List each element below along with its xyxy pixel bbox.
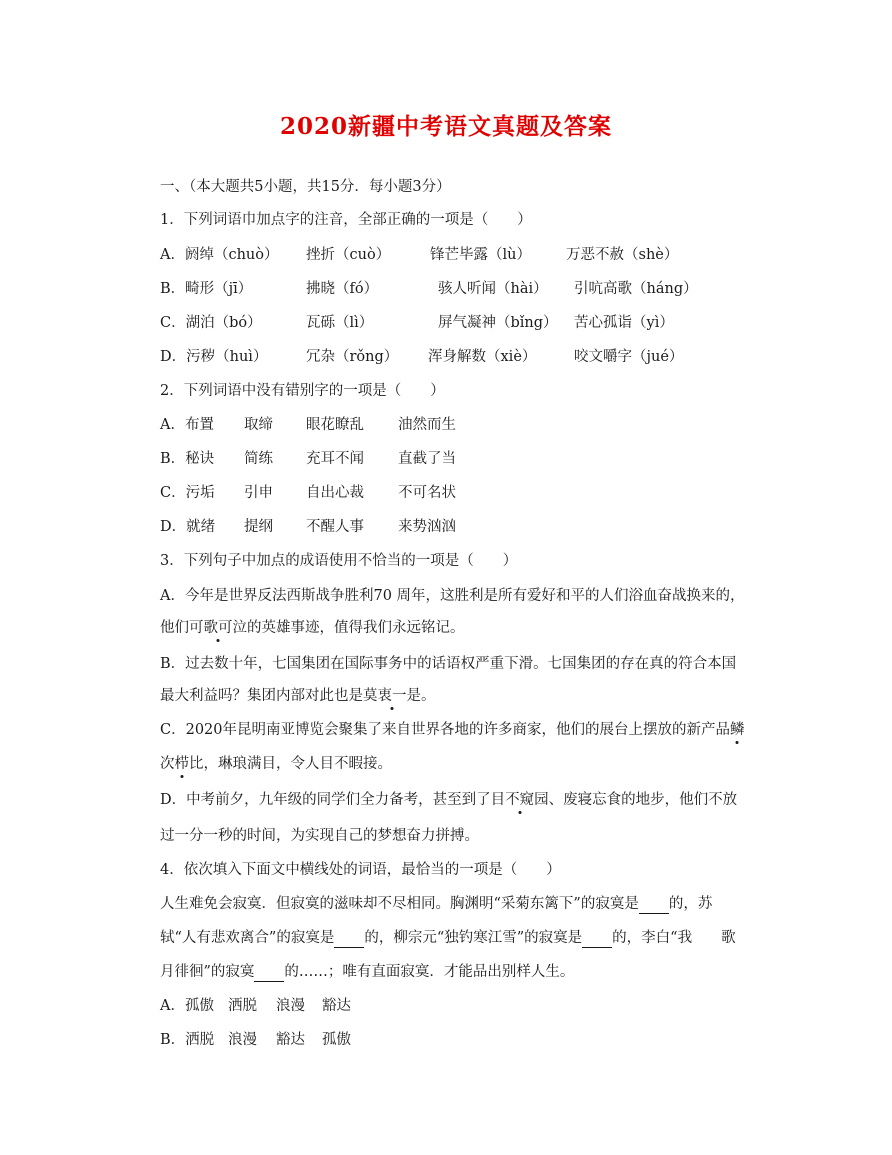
q3-stem: 3．下列句子中加点的成语使用不恰当的一项是（ ）: [160, 553, 518, 569]
q2-b-3: 充耳不闻: [306, 451, 364, 467]
q2-b-1: B．秘诀: [160, 451, 215, 467]
q1-stem: 1．下列词语巾加点字的注音，全部正确的一项是（ ）: [160, 212, 532, 228]
q3-b-post: 。: [421, 688, 436, 704]
q3-d-post: 、废寝忘食的地步，他们不放: [548, 792, 738, 808]
q3-a-post: 的英雄事迹，值得我们永远铭记。: [247, 620, 465, 636]
q3-d-idiom: 目不窥园: [490, 792, 549, 808]
q3-a-line2: [160, 619, 465, 637]
q2-c-2: 引申: [244, 485, 273, 501]
q4-p2-a: 轼“人有悲欢离合”的寂寞是: [160, 930, 335, 946]
q1-c-2: 瓦砾（lì）: [306, 315, 374, 331]
q3-c-post: ，琳琅满目，令人目不暇接。: [203, 756, 392, 772]
q1-b-2: 拂晓（fó）: [306, 281, 379, 297]
q4-a-3: 浪漫: [276, 998, 305, 1014]
q3-b-idiom: 莫衷一是: [363, 688, 421, 704]
q1-a-4: 万恶不赦（shè）: [566, 247, 679, 263]
q1-a-1: A．阏绰（chuò）: [160, 247, 279, 263]
q4-p1-a: 人生难免会寂寞．但寂寞的滋味却不尽相同。胸渊明“采菊东篱下”的寂寞是: [160, 896, 639, 912]
q4-passage-line2: [160, 929, 736, 948]
q2-d-3: 不醒人事: [306, 519, 364, 535]
q1-d-2: 冗杂（rǒng）: [306, 349, 399, 365]
q2-stem: 2．下列词语中没有错别字的一项是（ ）: [160, 383, 445, 399]
q1-c-1: C．湖泊（bó）: [160, 315, 262, 331]
q3-c-line2: [160, 755, 392, 773]
q1-d-1: D．污秽（huì）: [160, 349, 268, 365]
section-heading: 一、（本大题共5小题，共15分．每小题3分）: [160, 179, 451, 195]
q1-b-1: B．畸形（jī）: [160, 281, 253, 297]
q3-d-line2: 过一分一秒的时间，为实现自己的梦想奋力拼搏。: [160, 828, 479, 844]
q1-a-3: 锋芒毕露（lù）: [430, 247, 531, 263]
q4-blank-2: [334, 929, 364, 948]
q3-c-pre: C．2020年昆明南亚博览会聚集了来自世界各地的许多商家，他们的展台上摆放的新产品: [160, 722, 730, 738]
q2-c-3: 自出心裁: [306, 485, 364, 501]
q1-d-3: 浑身解数（xiè）: [428, 349, 537, 365]
page-title: 2020新疆中考语文真题及答案: [279, 113, 612, 140]
q3-b-line1: B．过去数十年，七国集团在国际事务中的话语权严重下滑。七国集团的存在真的符合本国: [160, 656, 737, 672]
q3-a-idiom: 可歌可泣: [189, 620, 247, 636]
q4-p2-c: 的，李白“我 歌: [612, 930, 736, 946]
q4-passage-line3: [160, 963, 574, 982]
q2-b-4: 直截了当: [398, 451, 456, 467]
q4-blank-1: [639, 895, 669, 914]
q1-c-3: 屏气凝神（bǐng）: [438, 315, 558, 331]
q1-b-4: 引吭高歌（háng）: [574, 281, 698, 297]
q3-c-idiom-start: 鳞: [730, 722, 745, 738]
q3-d-pre: D．中考前夕，九年级的同学们全力备考，甚至到了: [160, 792, 491, 808]
q4-blank-3: [582, 929, 612, 948]
q1-b-3: 骇人听闻（hài）: [438, 281, 548, 297]
q4-a-1: A．孤傲: [160, 998, 214, 1014]
q3-b-line2: [160, 687, 436, 705]
q4-b-1: B．洒脱: [160, 1032, 215, 1048]
q4-stem: 4．依次填入下面文中横线处的词语，最恰当的一项是（ ）: [160, 862, 561, 878]
q2-a-2: 取缔: [244, 417, 273, 433]
q4-b-2: 浪漫: [228, 1032, 257, 1048]
q1-a-2: 挫折（cuò）: [306, 247, 391, 263]
q2-c-1: C．污垢: [160, 485, 215, 501]
q4-p3-a: 月徘徊”的寂寞: [160, 964, 255, 980]
q4-b-4: 孤傲: [322, 1032, 351, 1048]
q3-c-line1: [160, 721, 745, 739]
q4-passage-line1: [160, 895, 712, 914]
q3-b-pre: 最大利益吗？集团内部对此也是: [160, 688, 363, 704]
q1-d-4: 咬文嚼字（jué）: [574, 349, 684, 365]
q4-a-2: 洒脱: [228, 998, 257, 1014]
q2-d-2: 提纲: [244, 519, 273, 535]
q2-b-2: 简练: [244, 451, 273, 467]
q4-p1-b: 的，苏: [668, 896, 713, 912]
q2-c-4: 不可名状: [398, 485, 456, 501]
q4-blank-4: [254, 963, 284, 982]
q4-p3-b: 的……；唯有直面寂寞．才能品出别样人生。: [284, 964, 575, 980]
q4-a-4: 豁达: [322, 998, 351, 1014]
q2-a-3: 眼花瞭乱: [306, 417, 364, 433]
q2-d-4: 来势汹汹: [398, 519, 456, 535]
q3-a-line1: A．今年是世界反法西斯战争胜利70 周年，这胜利是所有爱好和平的人们浴血奋战换来的，: [160, 588, 745, 604]
q3-c-idiom-end: 次栉比: [160, 756, 204, 772]
q2-a-1: A．布置: [160, 417, 214, 433]
q1-c-4: 苦心孤诣（yì）: [574, 315, 674, 331]
q4-p2-b: 的，柳宗元“独钓寒江雪”的寂寞是: [364, 930, 583, 946]
q3-a-pre: 他们: [160, 620, 189, 636]
q4-b-3: 豁达: [276, 1032, 305, 1048]
q2-d-1: D．就绪: [160, 519, 216, 535]
q3-d-line1: [160, 791, 737, 809]
q2-a-4: 油然而生: [398, 417, 456, 433]
